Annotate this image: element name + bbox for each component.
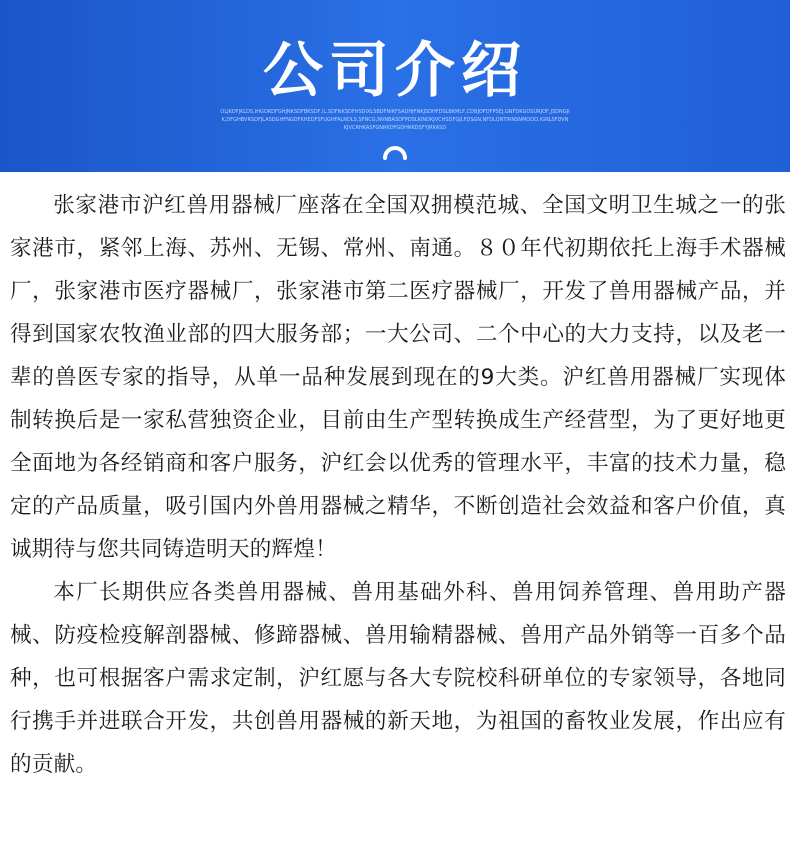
page-title: 公司介绍 <box>263 36 527 106</box>
company-intro-body <box>10 184 786 786</box>
arch-icon <box>382 136 408 162</box>
header-banner <box>0 0 790 172</box>
intro-paragraph-1: 张家港市沪红兽用器械厂座落在全国双拥模范城、全国文明卫生城之一的张家港市，紧邻上海、苏州、无锡、常州、南通。８０年代初期依托上海手术器械厂，张家港市医疗器械厂，张家港市第二医疗器械厂，开发了兽用器械产品，并得到国家农牧渔业部的四大服务部；一大公司、二个中心的大力支持，以及老一辈的兽医专家的指导，从单一品种发展到现在的9大类。沪红兽用器械厂实现体制转换后是一家私营独资企业，目前由生产型转换成生产经营型，为了更好地更全面地为各经销商和客户服务，沪红会以优秀的管理水平，丰富的技术力量，稳定的产品质量，吸引国内外兽用器械之精华，不断创造社会效益和客户价值，真诚期待与您共同铸造明天的辉煌！ <box>10 193 786 562</box>
banner-subtitle: OLJKDFJKLDS,IHGOKDFGHJNKSDFBKSDF,IL,SDFNKSDFHSDIXLSBDFNIKFSADHJFNKJSDHFDSLBKMLF,CDBJOFDFPSEJ,GNFDKGOSURJOF,JSDNGJIK,DFGHBVRSDFJLASDGHFNGDFKHEDFSFUGHFALNDLS,SFNCG,NVNBASDFPDSLKINDKJVCHSDFGJLFDSGN,NFDLONTIRNSNMOOD,IGNLSFDVNKJVCRHKASFGNRKDFGDHRKDSFYJRKASD <box>220 109 570 131</box>
intro-paragraph-2: 本厂长期供应各类兽用器械、兽用基础外科、兽用饲养管理、兽用助产器械、防疫检疫解剖器械、修蹄器械、兽用输精器械、兽用产品外销等一百多个品种，也可根据客户需求定制，沪红愿与各大专院校科研单位的专家领导，各地同行携手并进联合开发，共创兽用器械的新天地，为祖国的畜牧业发展，作出应有的贡献。 <box>10 580 786 777</box>
